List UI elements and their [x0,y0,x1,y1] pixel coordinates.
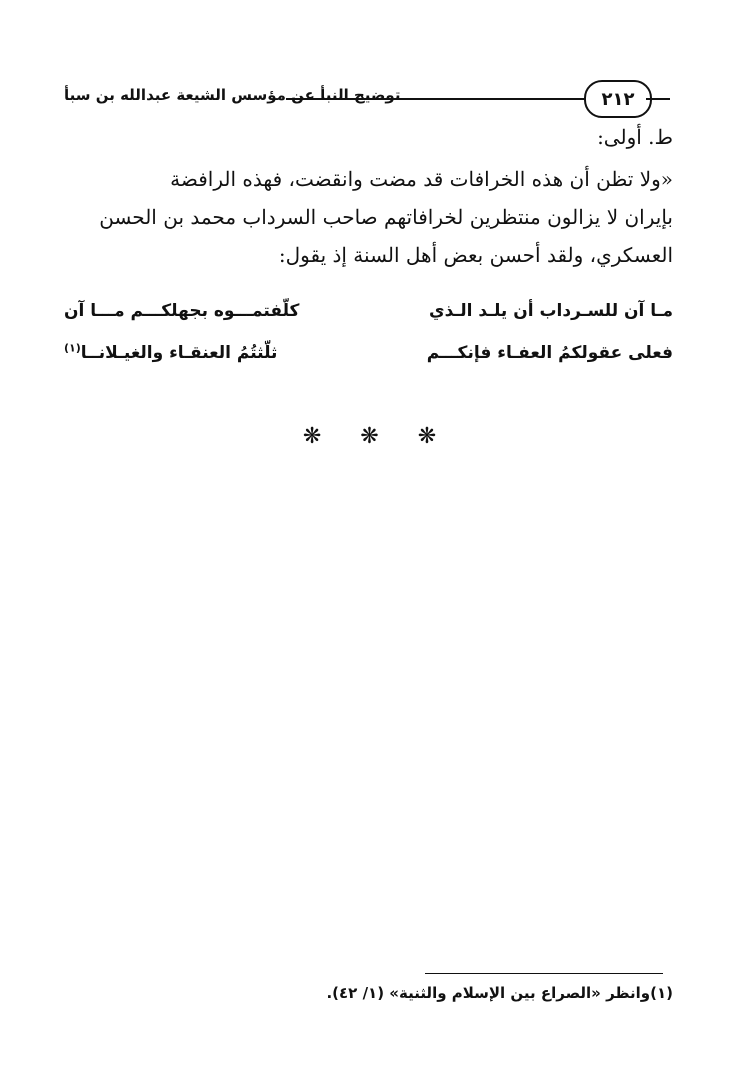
footnote-text: (١)وانظر «الصراع بين الإسلام والثنية» (١/ ٤٢). [326,984,673,1002]
page-number-badge [584,80,652,118]
section-label: ط. أولى: [597,125,673,149]
poem-hemistich-first: فعلى عقولكمُ العفـاء فإنكـــم [426,343,673,363]
poem-hemistich-second [64,332,354,374]
poem-hemistich-first: مـا آن للسـرداب أن يلـد الـذي [428,301,673,321]
footnote-reference: (١) [64,341,81,355]
section-divider-stars: ❋ ❋ ❋ [302,424,453,449]
poem-verse [64,332,673,374]
paragraph-line: «ولا تظن أن هذه الخرافات قد مضت وانقضت، فهذه الرافضة [170,167,673,191]
running-head-title: توضيح النبأ عن مؤسس الشيعة عبدالله بن سبأ [64,86,401,104]
page-number: ٢١٢ [601,88,635,110]
poem-hemistich-text: ثلّثتُمُ العنقـاء والغيـلانــا [80,343,278,363]
quoted-paragraph [64,160,673,274]
poem-verses [64,290,673,374]
header-rule-end [646,98,670,100]
page-header [64,80,670,120]
paragraph-line: العسكري، ولقد أحسن بعض أهل السنة إذ يقول: [278,243,673,267]
poem-verse [64,290,673,332]
footnote-rule [425,973,663,974]
poem-hemistich-second: كلّفتمـــوه بجهلكـــم مـــا آن [64,301,300,321]
paragraph-line: بإيران لا يزالون منتظرين لخرافاتهم صاحب السرداب محمد بن الحسن [99,205,673,229]
